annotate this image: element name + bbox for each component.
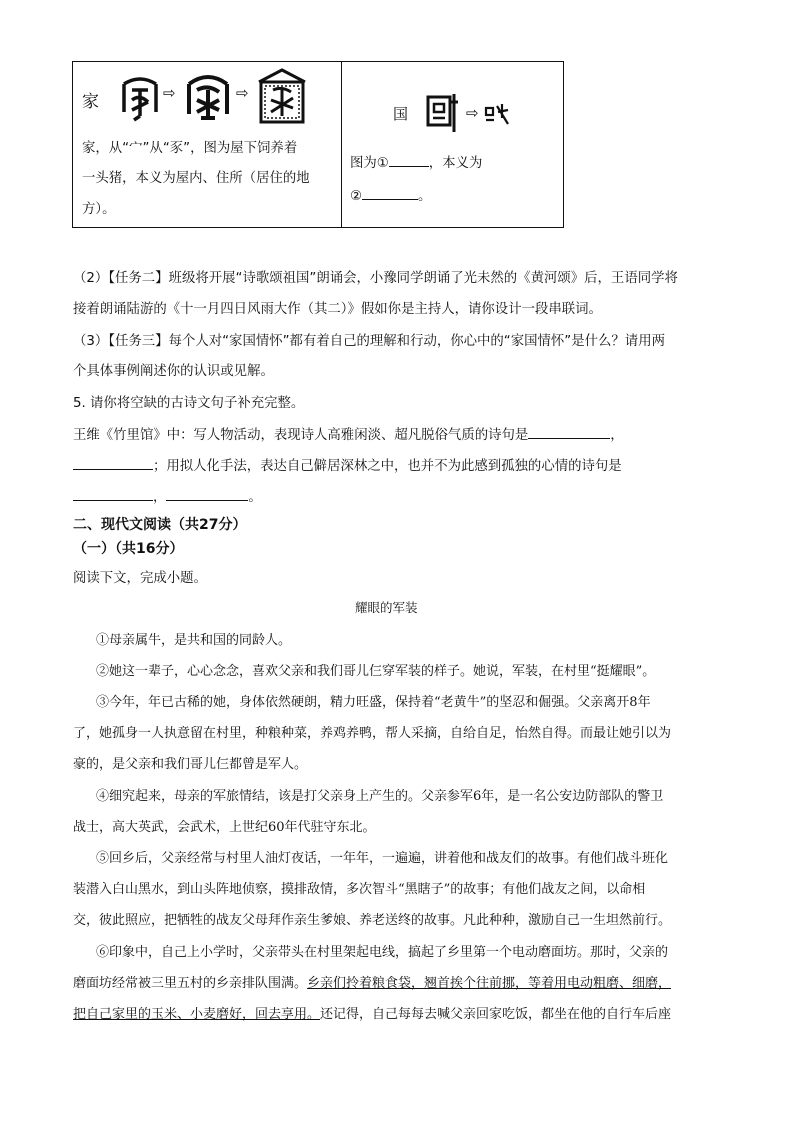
guo-line2-prefix: ② (350, 189, 363, 204)
story-paragraph: ⑤回乡后，父亲经常与村里人油灯夜话，一年年，一遍遍，讲着他和战友们的故事。有他们战斗班化 (96, 851, 669, 866)
story-paragraph: ⑥印象中，自己上小学时，父亲带头在村里架起电线，搞起了乡里第一个电动磨面坊。那时，父亲的 (96, 945, 669, 960)
poem-answer-blank[interactable] (73, 488, 153, 501)
guo-seal-glyph-icon (425, 92, 461, 134)
jia-description-line: 方）。 (82, 202, 116, 217)
story-paragraph: ①母亲属牛，是共和国的同龄人。 (96, 633, 292, 648)
guo-answer-line-2 (350, 185, 431, 204)
question-2-line: 接着朗诵陆游的《十一月四日风雨大作（其二）》假如你是主持人，请你设计一段串联词。 (73, 302, 602, 317)
story-paragraph: ②她这一辈子，心心念念，喜欢父亲和我们哥儿仨穿军装的样子。她说，军装，在村里“挺耀眼”。 (96, 664, 656, 679)
question-5-line (73, 486, 262, 505)
jia-oracle-glyph-icon (120, 72, 160, 122)
story-paragraph-cont: 装潜入白山黑水，到山头阵地侦察，摸排敌情，多次智斗“黑瞎子”的故事；有他们战友之间，以命相 (73, 882, 646, 897)
question-2-line: （2）【任务二】班级将开展“诗歌颂祖国”朗诵会，小豫同学朗诵了光未然的《黄河颂》后，王语同学将 (73, 271, 678, 286)
poem-answer-blank[interactable] (73, 457, 153, 470)
story-paragraph-cont: 交，彼此照应，把牺牲的战友父母拜作亲生爹娘、养老送终的故事。凡此种种，激励自己一生坦然前行。 (73, 913, 672, 928)
guo-char-label: 国 (393, 105, 409, 123)
jia-bronze-glyph-icon (183, 70, 233, 122)
jia-description-line: 家，从“宀”从“豕”，图为屋下饲养着 (82, 141, 298, 156)
reading-instruction: 阅读下文，完成小题。 (73, 571, 207, 586)
question-5-line (73, 424, 624, 443)
question-5-text: 王维《竹里馆》中：写人物活动，表现诗人高雅闲淡、超凡脱俗气质的诗句是 (73, 428, 529, 443)
guo-line1-prefix: 图为① (350, 156, 389, 171)
question-5-line (73, 455, 622, 474)
story-paragraph-cont (73, 1003, 671, 1022)
jia-cell (73, 62, 342, 228)
arrow-icon: ⇨ (236, 84, 249, 102)
question-3-line: 个具体事例阐述你的认识或见解。 (73, 364, 274, 379)
poem-answer-blank[interactable] (166, 488, 248, 501)
story-text: 磨面坊经常被三里五村的乡亲排队围满。 (73, 976, 308, 991)
guo-line2-suffix: 。 (418, 189, 432, 204)
story-paragraph: ③今年，年已古稀的她，身体依然硬朗，精力旺盛，保持着“老黄牛”的坚忍和倔强。父亲离开8年 (96, 695, 651, 710)
jia-seal-glyph-icon (255, 68, 309, 124)
jia-char-label: 家 (82, 92, 99, 112)
punctuation: ， (153, 490, 167, 505)
punctuation: 。 (248, 490, 262, 505)
story-paragraph-cont: 了，她孤身一人执意留在村里，种粮种菜，养鸡养鸭，帮人采摘，自给自足，怡然自得。而最让她引以为 (73, 726, 672, 741)
guo-answer-line-1 (350, 152, 482, 171)
character-evolution-table (72, 61, 564, 228)
arrow-icon: ⇨ (466, 104, 479, 122)
underlined-sentence: 乡亲们拎着粮食袋，翘首挨个往前挪，等着用电动粗磨、细磨， (307, 976, 672, 991)
huo-glyph-icon (484, 102, 510, 126)
poem-answer-blank[interactable] (528, 426, 610, 439)
story-paragraph-cont: 战士，高大英武，会武术，上世纪60年代驻守东北。 (73, 820, 376, 835)
guo-answer-blank-2[interactable] (362, 187, 418, 200)
underlined-sentence: 把自己家里的玉米、小麦磨好，回去享用。 (73, 1007, 321, 1022)
question-5-text: ；用拟人化手法，表达自己僻居深林之中，也并不为此感到孤独的心情的诗句是 (153, 459, 622, 474)
story-paragraph-cont (73, 972, 671, 991)
arrow-icon: ⇨ (163, 84, 176, 102)
story-paragraph-cont: 豪的，是父亲和我们哥儿仨都曾是军人。 (73, 757, 308, 772)
guo-line1-suffix: ，本义为 (428, 156, 483, 171)
punctuation: ， (610, 428, 624, 443)
question-3-line: （3）【任务三】每个人对“家国情怀”都有着自己的理解和行动，你心中的“家国情怀”是什么？请用两 (73, 334, 665, 349)
story-text: 还记得，自己每每去喊父亲回家吃饭，都坐在他的自行车后座 (320, 1007, 672, 1022)
question-5-prompt: 5. 请你将空缺的古诗文句子补充完整。 (73, 396, 305, 411)
jia-description-line: 一头猪，本义为屋内、住所（居住的地 (82, 171, 310, 186)
story-title: 耀眼的军装 (355, 600, 418, 615)
guo-cell (342, 62, 564, 228)
story-paragraph: ④细究起来，母亲的军旅情结，该是打父亲身上产生的。父亲参军6年，是一名公安边防部队的警卫 (96, 789, 664, 804)
guo-answer-blank-1[interactable] (389, 154, 429, 167)
sub-section-title: （一）（共16分） (73, 541, 184, 557)
section-title: 二、现代文阅读（共27分） (73, 517, 247, 533)
